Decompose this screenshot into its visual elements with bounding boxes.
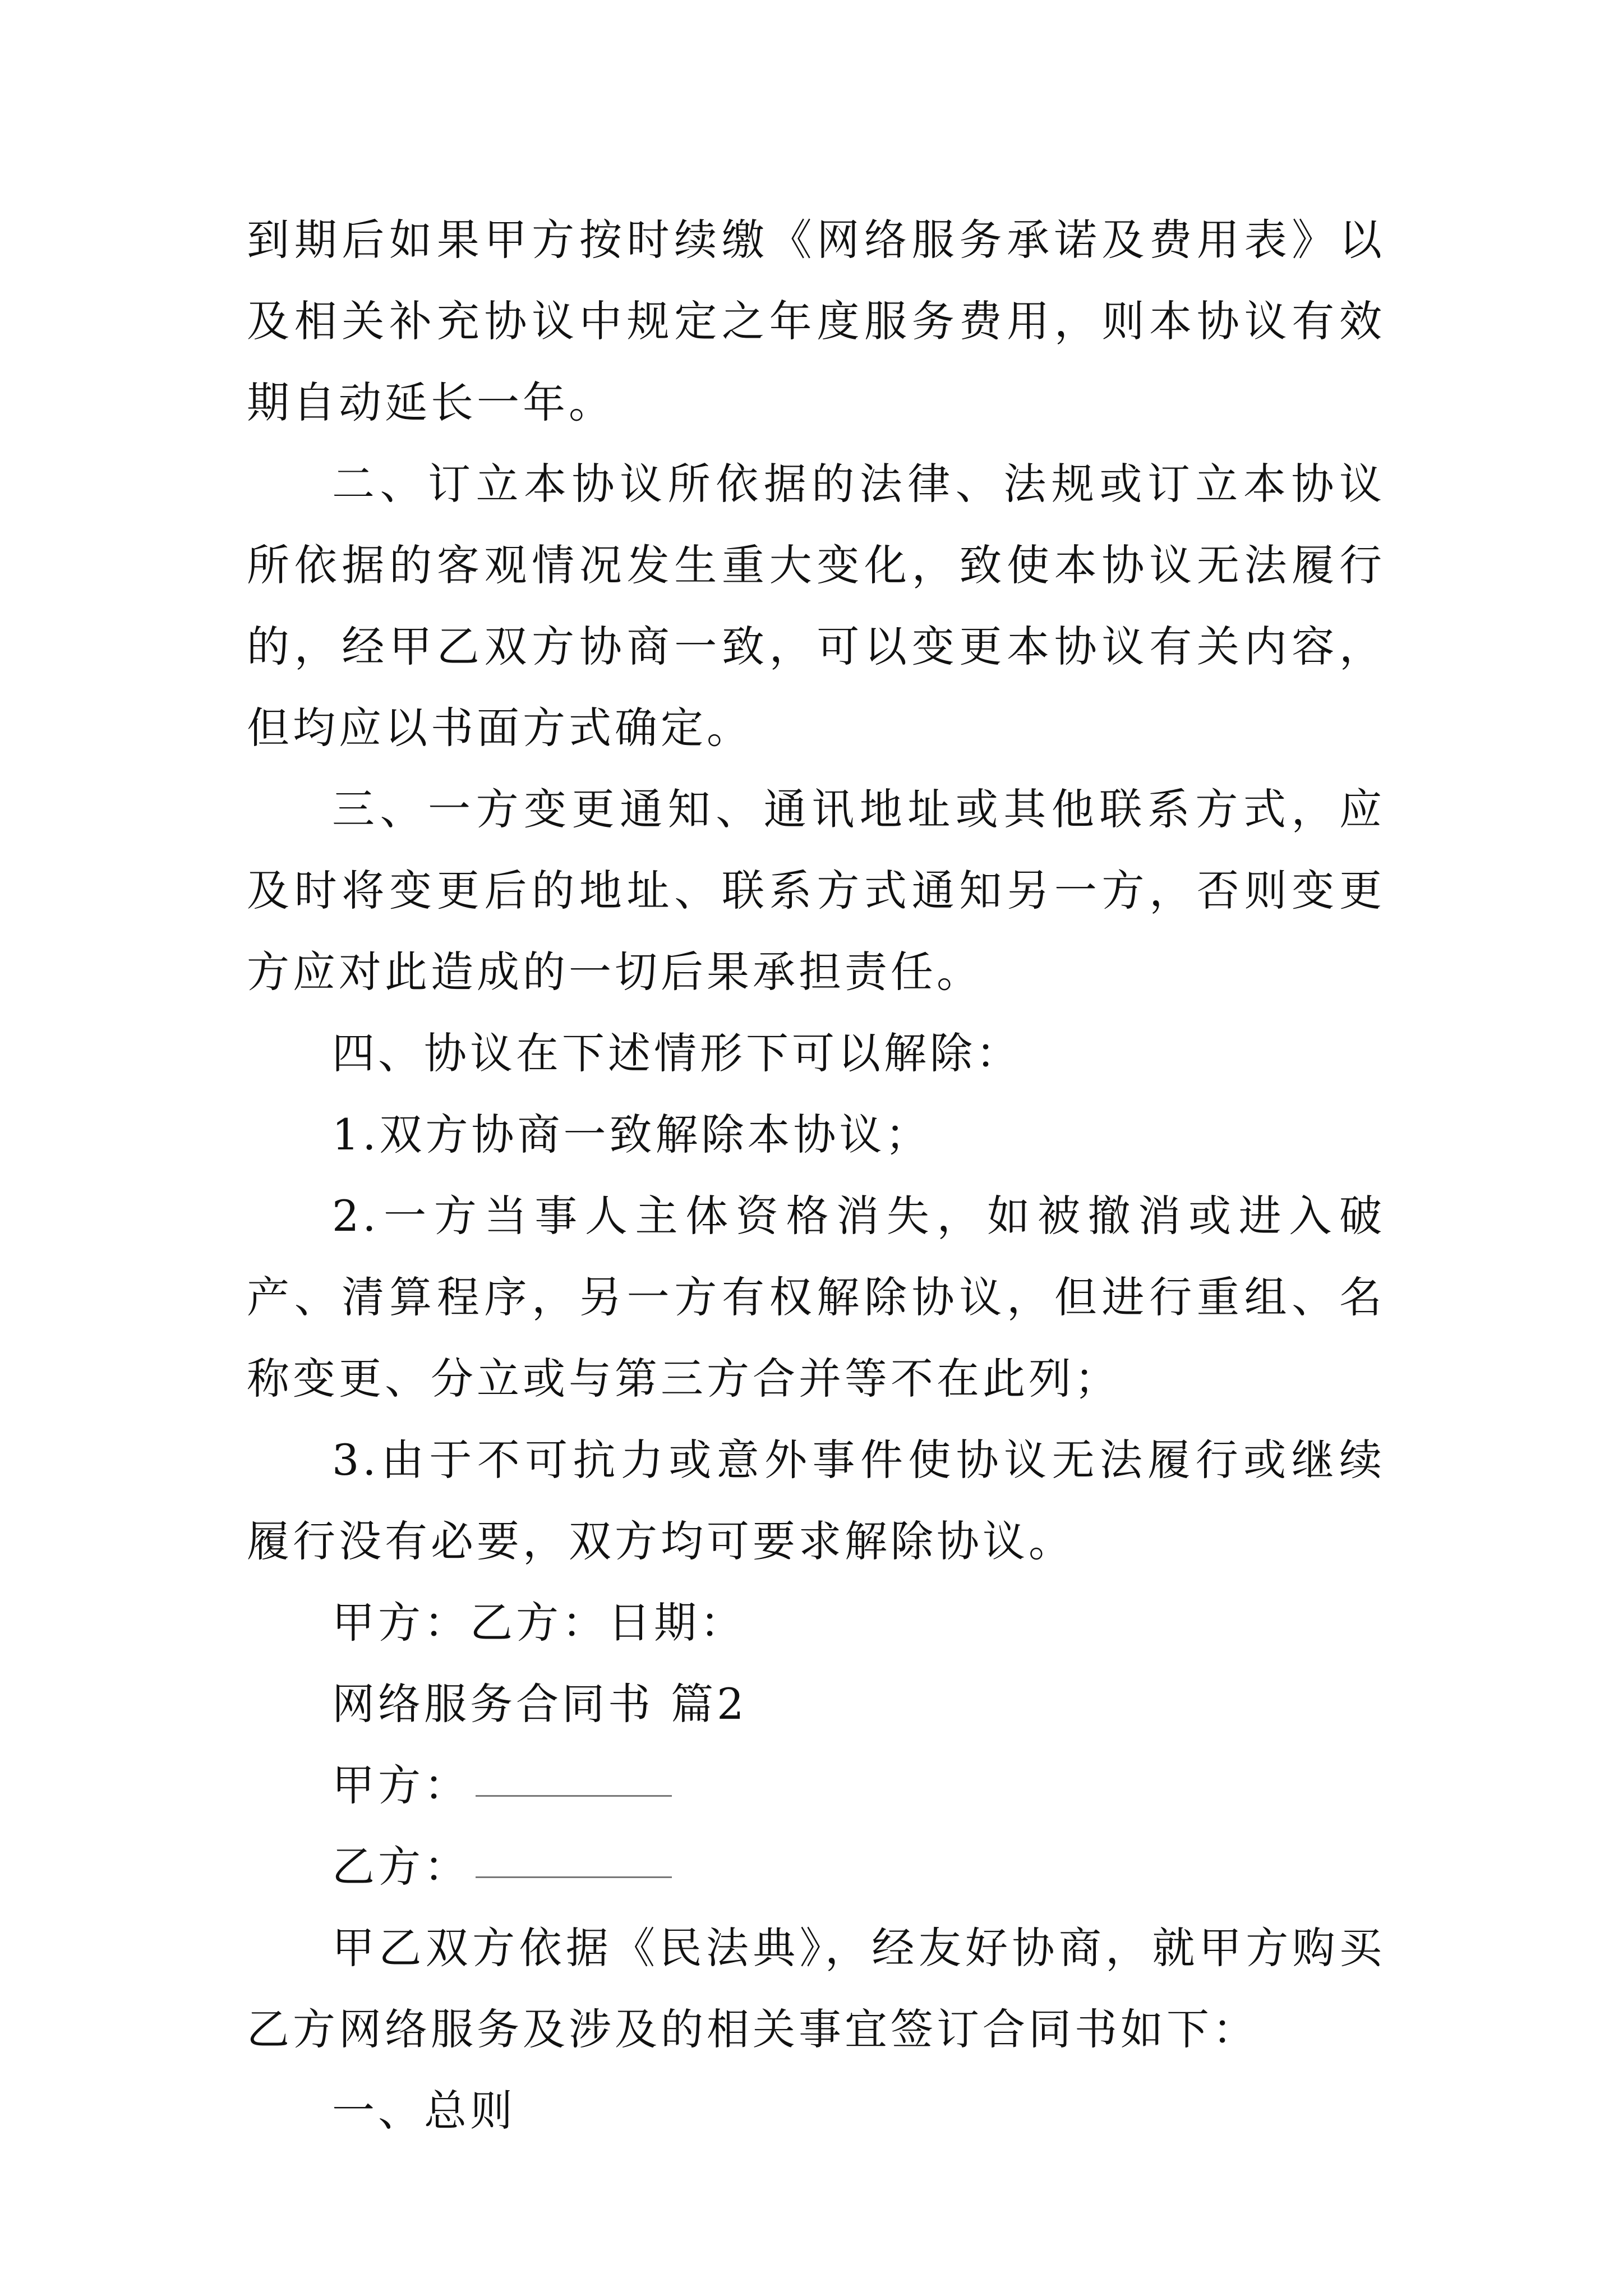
signature-line: 甲方：乙方：日期： — [332, 1598, 746, 1648]
party-b-label: 乙方： — [332, 1842, 470, 1892]
paragraph-termination-item-2: 2.一方当事人主体资格消失，如被撤消或进入破产、清算程序，另一方有权解除协议，但进行重组、名称变更、分立或与第三方合并等不在此列； — [247, 1191, 1385, 1404]
paragraph-clause-three: 三、一方变更通知、通讯地址或其他联系方式，应及时将变更后的地址、联系方式通知另一方，否则变更方应对此造成的一切后果承担责任。 — [247, 784, 1385, 997]
section-heading-general: 一、总则 — [332, 2086, 516, 2136]
party-a-blank — [476, 1795, 672, 1797]
party-b-line — [247, 1826, 1385, 1907]
paragraph-termination-item-1: 1.双方协商一致解除本协议； — [332, 1110, 932, 1159]
contract-title-part-2: 网络服务合同书 篇2 — [332, 1679, 748, 1729]
party-b-blank — [476, 1876, 672, 1878]
paragraph-renewal-term: 到期后如果甲方按时续缴《网络服务承诺及费用表》以及相关补充协议中规定之年度服务费用，则本协议有效期自动延长一年。 — [247, 215, 1385, 427]
paragraph-clause-four-heading: 四、协议在下述情形下可以解除： — [332, 1028, 1022, 1078]
paragraph-contract-intro: 甲乙双方依据《民法典》，经友好协商，就甲方购买乙方网络服务及涉及的相关事宜签订合同书如下： — [247, 1923, 1385, 2054]
paragraph-termination-item-3: 3.由于不可抗力或意外事件使协议无法履行或继续履行没有必要，双方均可要求解除协议。 — [247, 1435, 1385, 1566]
party-a-line — [247, 1745, 1385, 1826]
paragraph-clause-two: 二、订立本协议所依据的法律、法规或订立本协议所依据的客观情况发生重大变化，致使本协议无法履行的，经甲乙双方协商一致，可以变更本协议有关内容，但均应以书面方式确定。 — [247, 459, 1385, 753]
document-body — [247, 199, 1385, 2151]
party-a-label: 甲方： — [332, 1760, 470, 1810]
